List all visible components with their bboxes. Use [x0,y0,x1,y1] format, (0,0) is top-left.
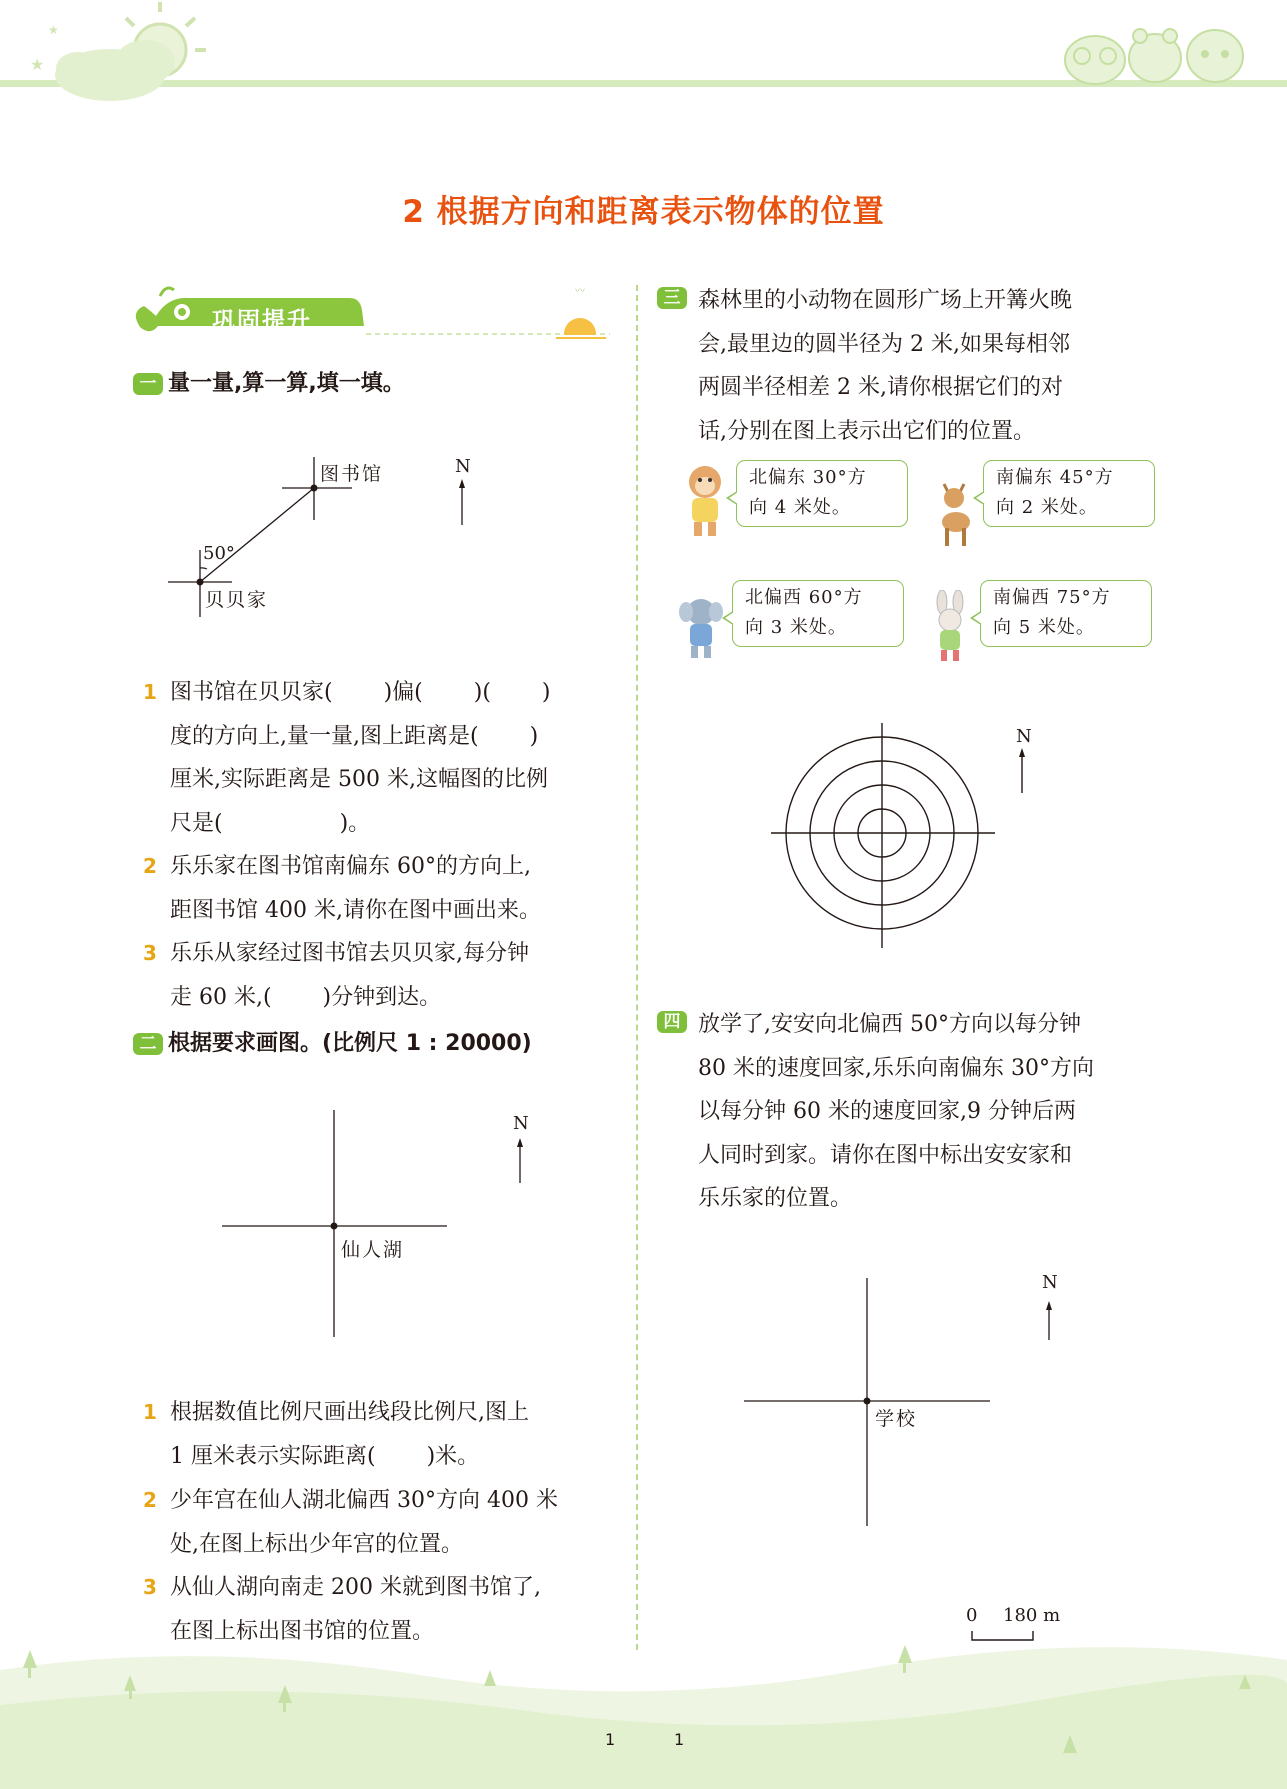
bubble-rabbit: 南偏西 75°方 向 5 米处。 [980,580,1152,647]
header-decoration [0,0,1287,110]
section-1-title: 量一量,算一算,填一填。 [168,371,405,396]
north-label-4: N [1042,1272,1058,1293]
section-3-text: 森林里的小动物在圆形广场上开篝火晚 会,最里边的圆半径为 2 米,如果每相邻 两圆半径相差 2 米,请你根据它们的对 话,分别在图上表示出它们的位置。 [698,288,1073,444]
bubble-monkey: 北偏东 30°方 向 4 米处。 [736,460,908,527]
xianren-lake-diagram [210,1105,540,1340]
monkey-icon [680,462,730,542]
section-4-badge: 四 [657,1011,687,1033]
school-diagram [740,1270,1060,1530]
s2-question-3: 3 从仙人湖向南走 200 米就到图书馆了, 在图上标出图书馆的位置。 [143,1575,541,1644]
page-number-right: 1 [674,1730,685,1749]
svg-text:★: ★ [30,55,45,74]
label-beibei-home: 贝贝家 [205,589,269,611]
section-2-heading [133,1026,532,1057]
section-4-badge-wrap [657,1011,692,1033]
s1-question-3: 3 乐乐从家经过图书馆去贝贝家,每分钟 走 60 米,( )分钟到达。 [143,941,529,1010]
animal-faces-icon [1065,29,1243,84]
rabbit-icon [924,590,976,665]
s2-question-2: 2 少年宫在仙人湖北偏西 30°方向 400 米 处,在图上标出少年宫的位置。 [143,1488,558,1557]
section-4-text: 放学了,安安向北偏西 50°方向以每分钟 80 米的速度回家,乐乐向南偏东 30°方向 以每分钟 60 米的速度回家,9 分钟后两 人同时到家。请你在图中标出安安家和 乐乐家的位置。 [698,1012,1094,1211]
elephant-icon [674,592,728,662]
svg-text:〰: 〰 [575,286,585,297]
s1-question-1: 1 图书馆在贝贝家( )偏( )( ) 度的方向上,量一量,图上距离是( ) 厘米,实际距离是 500 米,这幅图的比例 尺是( )。 [143,680,551,836]
s2-question-1: 1 根据数值比例尺画出线段比例尺,图上 1 厘米表示实际距离( )米。 [143,1400,529,1469]
label-angle: 50° [203,543,235,564]
bubble-deer: 南偏东 45°方 向 2 米处。 [983,460,1155,527]
page-number-left: 1 [605,1730,616,1749]
section-1-badge: 一 [133,373,163,395]
bubble-elephant: 北偏西 60°方 向 3 米处。 [732,580,904,647]
north-label-1: N [455,456,471,477]
section-3-badge-wrap [657,287,692,309]
north-label-3: N [1016,726,1032,747]
section-1-heading [133,366,405,397]
section-banner-label: 巩固提升 [212,308,312,334]
scale-bar-value: 180 m [1003,1605,1061,1626]
s1-question-2: 2 乐乐家在图书馆南偏东 60°的方向上, 距图书馆 400 米,请你在图中画出来。 [143,854,541,923]
label-xianren-lake: 仙人湖 [341,1239,405,1261]
scale-bar-zero: 0 [966,1605,978,1626]
section-3-badge: 三 [657,287,687,309]
north-label-2: N [513,1113,529,1134]
footer-landscape [0,1630,1287,1789]
svg-text:★: ★ [48,23,59,37]
concentric-circles-diagram [765,720,1045,950]
label-school: 学校 [875,1408,918,1430]
column-divider [636,285,638,1650]
section-2-title: 根据要求画图。(比例尺 1 : 20000) [168,1031,532,1056]
section-2-badge: 二 [133,1033,163,1055]
label-library: 图书馆 [320,463,384,485]
deer-icon [930,478,980,550]
page-title: 2 根据方向和距离表示物体的位置 [402,194,885,230]
section-banner [130,282,610,344]
